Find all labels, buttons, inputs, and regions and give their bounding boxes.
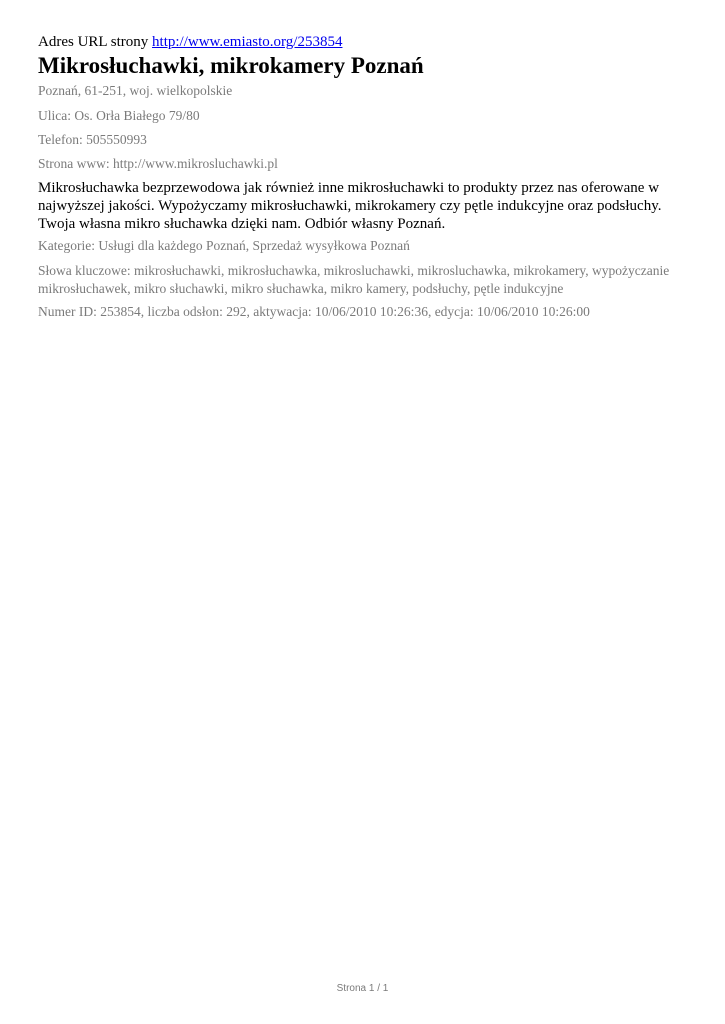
page-url-link[interactable]: http://www.emiasto.org/253854: [152, 34, 343, 50]
page-number-footer: Strona 1 / 1: [336, 983, 389, 994]
listing-street: Ulica: Os. Orła Białego 79/80: [38, 108, 200, 123]
listing-keywords: Słowa kluczowe: mikrosłuchawki, mikrosłuchawka, mikrosluchawki, mikrosluchawka, mikrokamery, wypożyczanie mikrosłuchawek, mikro słuchawki, mikro słuchawka, mikro kamery, podsłuchy, pętle indukcyjne: [38, 263, 670, 296]
listing-phone: Telefon: 505550993: [38, 132, 147, 147]
listing-record-info: Numer ID: 253854, liczba odsłon: 292, aktywacja: 10/06/2010 10:26:36, edycja: 10/06/2010 10:26:00: [38, 304, 590, 319]
page-url-line: [38, 34, 342, 51]
listing-description: Mikrosłuchawka bezprzewodowa jak również inne mikrosłuchawki to produkty przez nas oferowane w najwyższej jakości. Wypożyczamy mikrosłuchawki, mikrokamery czy pętle indukcyjne oraz podsłuchy. Twoja własna mikro słuchawka dzięki nam. Odbiór własny Poznań.: [38, 180, 662, 232]
listing-website: Strona www: http://www.mikrosluchawki.pl: [38, 156, 278, 171]
listing-title: Mikrosłuchawki, mikrokamery Poznań: [38, 53, 424, 78]
listing-location: Poznań, 61-251, woj. wielkopolskie: [38, 83, 233, 98]
url-prefix-label: Adres URL strony: [38, 34, 149, 50]
listing-categories: Kategorie: Usługi dla każdego Poznań, Sprzedaż wysyłkowa Poznań: [38, 238, 410, 253]
